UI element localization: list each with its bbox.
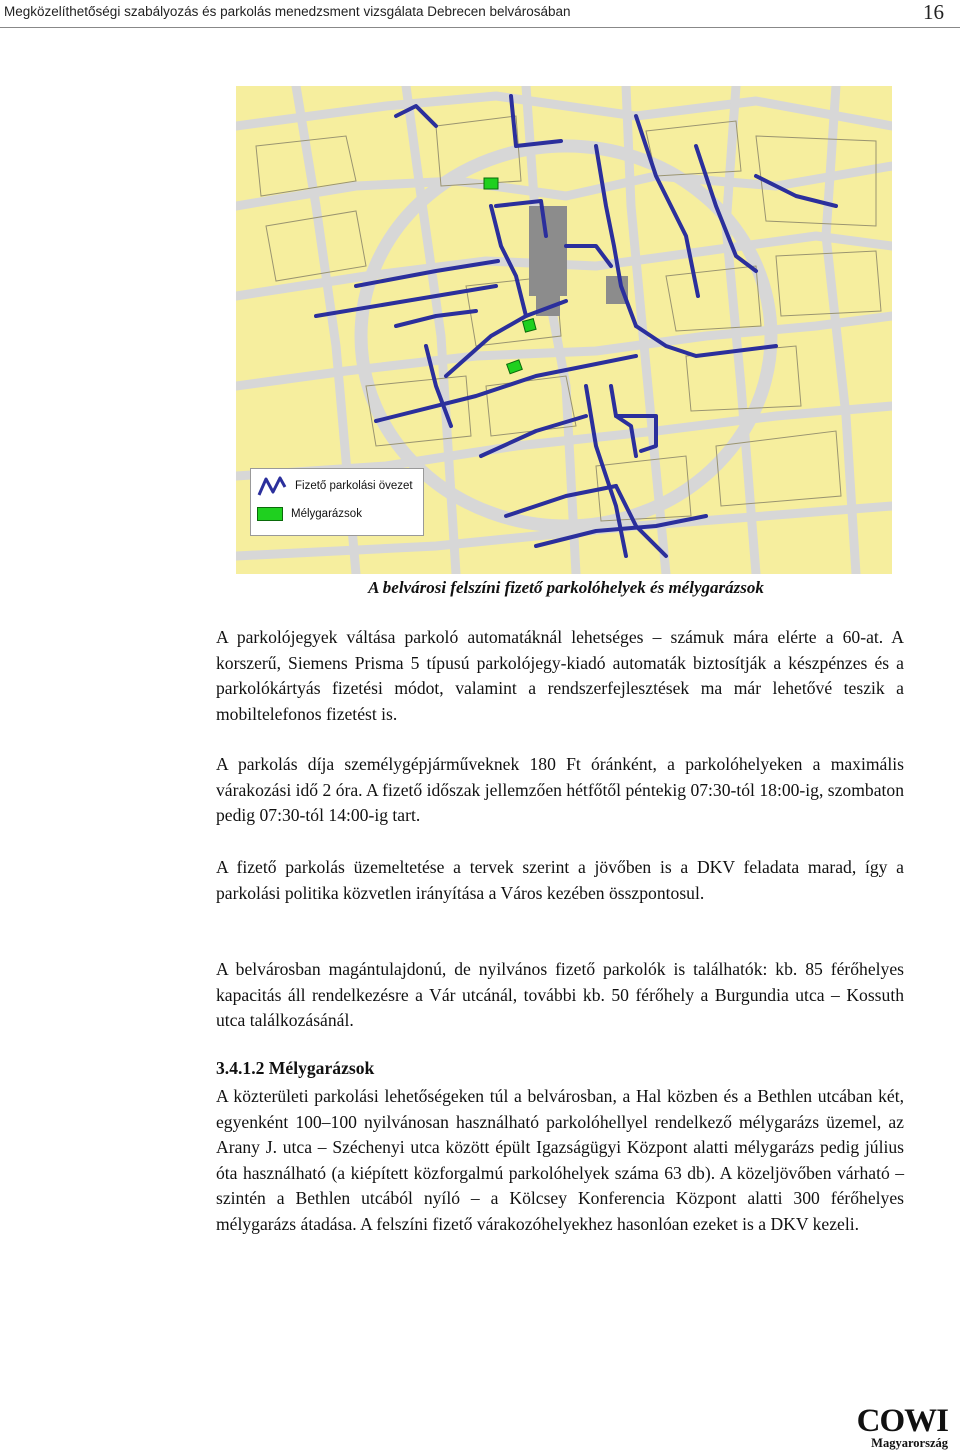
- legend-paid-zone-label: Fizető parkolási övezet: [295, 480, 413, 492]
- zigzag-line-icon: [257, 475, 287, 497]
- garage-marker-2: [523, 319, 536, 332]
- paragraph-ticket-machines: A parkolójegyek váltása parkoló automatáknál lehetséges – számuk mára elérte a 60-at. A korszerű, Siemens Prisma 5 típusú parkolójegy-kiadó automaták biztosítják a készpénzes és a parkolókártyás fizetési módot, valamint a rendszerfejlesztések ma már lehetővé teszik a mobiltelefonos fizetést is.: [216, 627, 904, 724]
- map-legend: [250, 468, 424, 536]
- logo-subtext: Magyarország: [871, 1436, 948, 1450]
- parking-map: [236, 86, 892, 574]
- paragraph-private-lots: A belvárosban magántulajdonú, de nyilvános fizető parkolók is találhatók: kb. 85 férőhelyes kapacitás áll rendelkezésre a Vár utcánál, további kb. 50 férőhely a Burgundia utca – Kossuth utca találkozásánál.: [216, 959, 904, 1031]
- paragraph-parking-fees: A parkolás díja személygépjárműveknek 180 Ft óránként, a parkolóhelyeken a maximális várakozási idő 2 óra. A fizető időszak jellemzően hétfőtől péntekig 07:30-tól 18:00-ig, szombaton pedig 07:30-tól 14:00-ig tart.: [216, 754, 904, 826]
- legend-garages-label: Mélygarázsok: [291, 508, 362, 520]
- company-logo: [836, 1405, 948, 1451]
- page-header: [0, 0, 960, 32]
- garage-marker-1: [484, 178, 498, 189]
- green-square-icon: [257, 507, 283, 521]
- document-title: Megközelíthetőségi szabályozás és parkolás menedzsment vizsgálata Debrecen belvárosában: [4, 4, 571, 19]
- map-caption: A belvárosi felszíni fizető parkolóhelyek és mélygarázsok: [368, 578, 764, 597]
- paragraph-operation: A fizető parkolás üzemeltetése a tervek szerint a jövőben is a DKV feladata marad, így a parkolási politika közvetlen irányítása a Város kezében összpontosul.: [216, 857, 904, 903]
- paragraph-garages: A közterületi parkolási lehetőségeken túl a belvárosban, a Hal közben és a Bethlen utcában két, egyenként 100–100 nyilvánosan használható parkolóhellyel rendelkező mélygarázs üzemel, az Arany J. utca – Széchenyi utca között épült Igazságügyi Központ alatti mélygarázs pedig július óta használható (a kiépített közforgalmú parkolóhelyek száma 63 db). A közeljövőben várható – szintén a Bethlen utcából nyíló – a Kölcsey Konferencia Központ alatti 300 férőhelyes mélygarázs átadása. A felszíni fizető várakozóhelyekhez hasonlóan ezeket is a DKV kezeli.: [216, 1086, 904, 1234]
- header-divider: [0, 27, 960, 28]
- section-heading: 3.4.1.2 Mélygarázsok: [216, 1058, 375, 1078]
- legend-garages: [257, 507, 362, 521]
- legend-paid-zone: [257, 475, 413, 497]
- logo-text: COWI: [856, 1403, 948, 1439]
- page-number: 16: [923, 0, 944, 24]
